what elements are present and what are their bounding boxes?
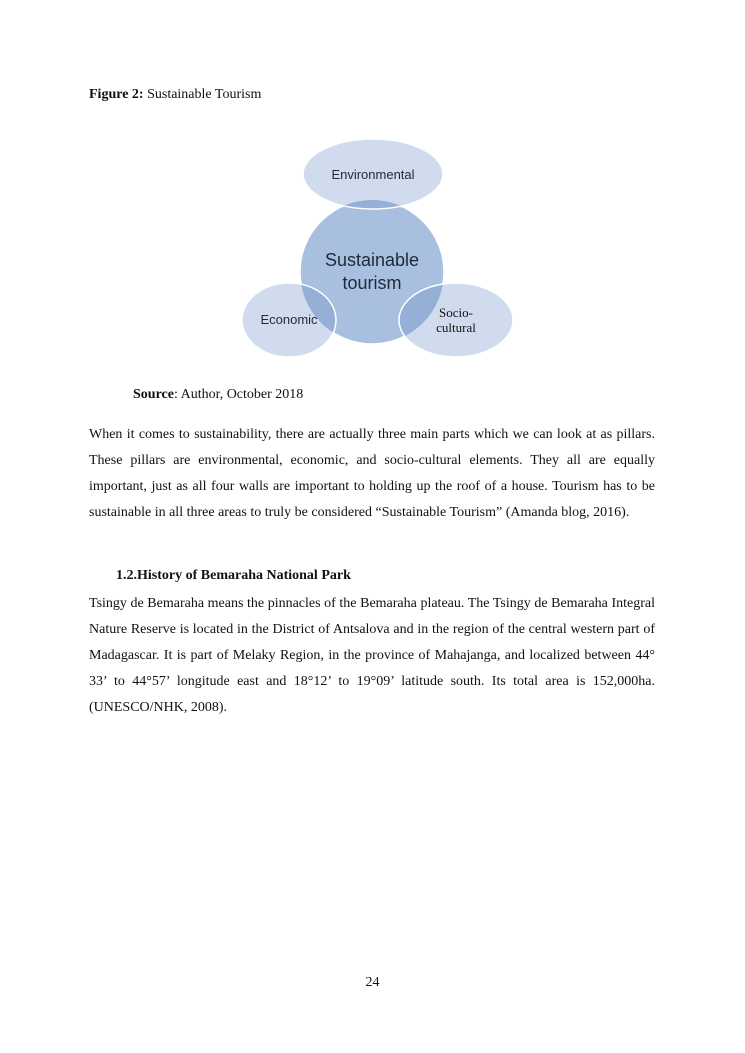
figure-title: Sustainable Tourism bbox=[147, 87, 262, 102]
figure-label: Figure 2: bbox=[89, 87, 144, 102]
environmental-label: Environmental bbox=[331, 167, 415, 182]
section-heading: 1.2.History of Bemaraha National Park bbox=[116, 568, 351, 583]
socio-cultural-label-line2: cultural bbox=[436, 320, 476, 335]
paragraph-bemaraha-history: Tsingy de Bemaraha means the pinnacles of the Bemaraha plateau. The Tsingy de Bemaraha Integral Nature Reserve is located in the District of Antsalova and in the region of the central western part of Madagascar. It is part of Melaky Region, in the province of Mahajanga, and localized between 44° 33’ to 44°57’ longitude east and 18°12’ to 19°09’ latitude south. Its total area is 152,000ha. (UNESCO/NHK, 2008). bbox=[89, 596, 655, 715]
socio-cultural-label-line1: Socio- bbox=[439, 305, 473, 320]
paragraph-sustainability: When it comes to sustainability, there are actually three main parts which we can look at as pillars. These pillars are environmental, economic, and socio-cultural elements. They all are equally important, just as all four walls are important to holding up the roof of a house. Tourism has to be sustainable in all three areas to truly be considered “Sustainable Tourism” (Amanda blog, 2016). bbox=[89, 427, 655, 520]
economic-label: Economic bbox=[260, 312, 318, 327]
center-label-line1: Sustainable bbox=[324, 250, 420, 270]
source-label: Source bbox=[133, 387, 174, 402]
page-number: 24 bbox=[365, 975, 380, 990]
sustainable-tourism-diagram bbox=[0, 0, 745, 400]
figure-source bbox=[133, 387, 303, 403]
center-label-line2: tourism bbox=[342, 273, 402, 293]
source-text: : Author, October 2018 bbox=[173, 387, 304, 402]
diagram-svg bbox=[0, 0, 745, 400]
